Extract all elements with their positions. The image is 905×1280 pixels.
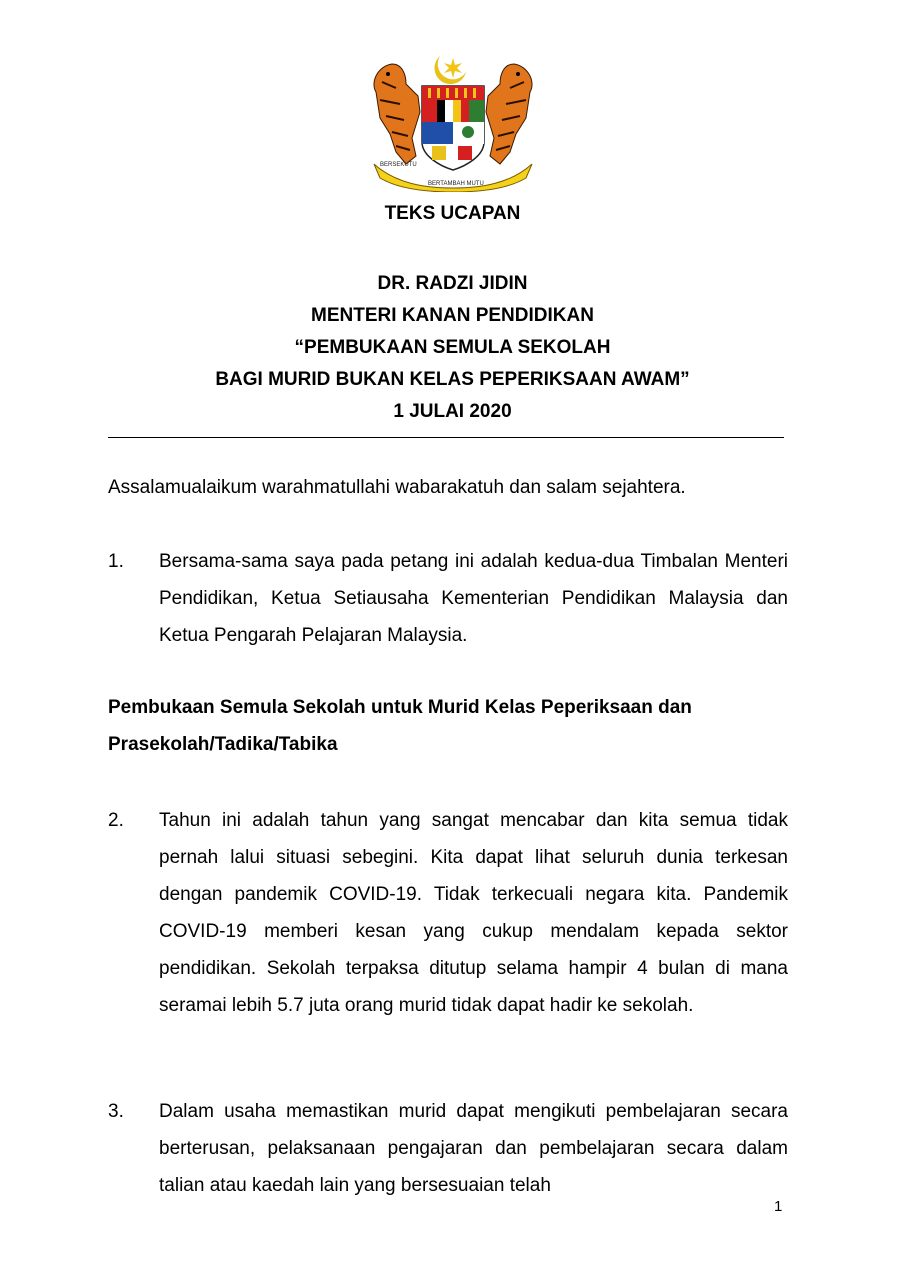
paragraph-3 xyxy=(108,1093,788,1204)
speech-topic-line-2: BAGI MURID BUKAN KELAS PEPERIKSAAN AWAM” xyxy=(215,369,690,390)
paragraph-text: Tahun ini adalah tahun yang sangat mencabar dan kita semua tidak pernah lalui situasi sebegini. Kita dapat lihat seluruh dunia terkesan dengan pandemik COVID-19. Tidak terkecuali negara kita. Pandemik COVID-19 memberi kesan yang cukup mendalam kepada sektor pendidikan. Sekolah terpaksa ditutup selama hampir 4 bulan di mana seramai lebih 5.7 juta orang murid tidak dapat hadir ke sekolah. xyxy=(159,810,788,1016)
paragraph-1 xyxy=(108,543,788,654)
right-tiger-icon xyxy=(486,64,532,164)
greeting: Assalamualaikum warahmatullahi wabarakatuh dan salam sejahtera. xyxy=(108,477,686,498)
svg-text:BERTAMBAH MUTU: BERTAMBAH MUTU xyxy=(428,181,484,187)
speech-title: TEKS UCAPAN xyxy=(384,203,521,224)
speech-topic-line-1: “PEMBUKAAN SEMULA SEKOLAH xyxy=(294,337,611,358)
section-subheading: Pembukaan Semula Sekolah untuk Murid Kelas Peperiksaan dan Prasekolah/Tadika/Tabika xyxy=(108,697,692,755)
speaker-position: MENTERI KANAN PENDIDIKAN xyxy=(311,305,594,326)
left-tiger-icon xyxy=(374,64,420,164)
coat-of-arms-icon xyxy=(366,52,540,192)
shield-icon xyxy=(422,86,484,170)
paragraph-2 xyxy=(108,802,788,1024)
paragraph-number: 2. xyxy=(108,810,124,831)
header-divider xyxy=(108,437,784,438)
crescent-star-icon xyxy=(434,56,466,84)
paragraph-number: 1. xyxy=(108,551,124,572)
svg-text:BERSEKUTU: BERSEKUTU xyxy=(380,162,417,168)
paragraph-number: 3. xyxy=(108,1101,124,1122)
speaker-name: DR. RADZI JIDIN xyxy=(377,273,528,294)
speech-date: 1 JULAI 2020 xyxy=(393,401,512,422)
paragraph-text: Bersama-sama saya pada petang ini adalah kedua-dua Timbalan Menteri Pendidikan, Ketua Setiausaha Kementerian Pendidikan Malaysia dan Ketua Pengarah Pelajaran Malaysia. xyxy=(159,551,788,646)
speech-header xyxy=(0,268,905,428)
paragraph-text: Dalam usaha memastikan murid dapat mengikuti pembelajaran secara berterusan, pelaksanaan pengajaran dan pembelajaran secara dalam talian atau kaedah lain yang bersesuaian telah xyxy=(159,1101,788,1196)
page-number: 1 xyxy=(774,1198,783,1215)
